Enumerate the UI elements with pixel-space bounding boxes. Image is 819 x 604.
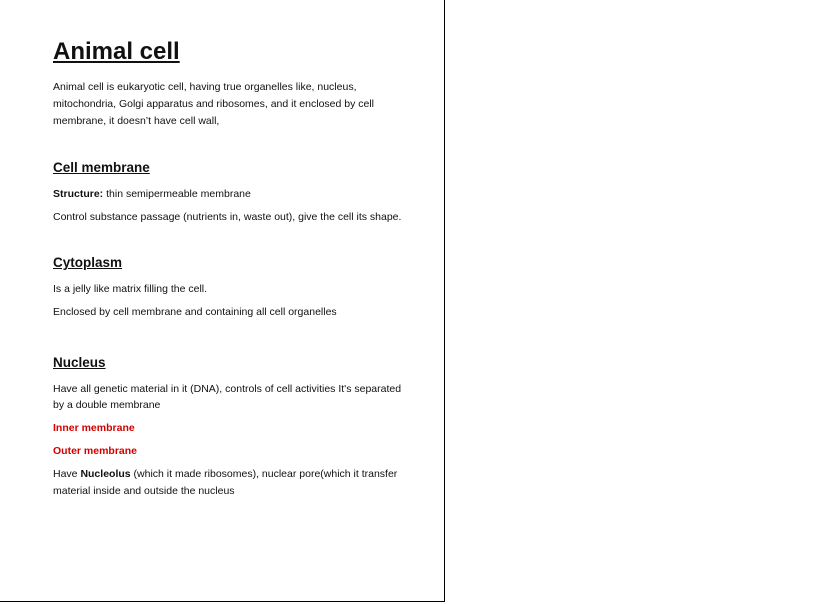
- cytoplasm-section: [53, 254, 403, 321]
- inner-membrane-label: Inner membrane: [53, 422, 135, 435]
- structure-text: thin semipermeable membrane: [103, 188, 251, 201]
- cell-membrane-section: [53, 159, 403, 226]
- page-title: Animal cell: [53, 38, 180, 65]
- cell-membrane-function: Control substance passage (nutrients in, waste out), give the cell its shape.: [53, 211, 402, 224]
- outer-membrane-label: Outer membrane: [53, 444, 138, 457]
- nucleolus-prefix: Have: [53, 467, 81, 480]
- cytoplasm-line-2: Enclosed by cell membrane and containing all cell organelles: [53, 305, 337, 318]
- cytoplasm-heading: Cytoplasm: [53, 254, 123, 270]
- cell-membrane-heading: Cell membrane: [53, 160, 150, 176]
- nucleus-line-1: Have all genetic material in it (DNA), controls of cell activities It's separated by a double membrane: [53, 382, 402, 412]
- cytoplasm-line-1: Is a jelly like matrix filling the cell.: [53, 282, 208, 295]
- structure-label: Structure:: [53, 188, 104, 201]
- nucleolus-term: Nucleolus: [80, 467, 131, 480]
- nucleus-section: [53, 354, 403, 500]
- cell-membrane-structure: [53, 186, 403, 203]
- nucleus-heading: Nucleus: [53, 354, 106, 370]
- nucleus-line-2: [53, 466, 403, 500]
- intro-paragraph: Animal cell is eukaryotic cell, having true organelles like, nucleus, mitochondria, Golgi apparatus and ribosomes, and it enclosed by cell membrane, it doesn’t have cell wall,: [53, 81, 375, 127]
- nucleolus-suffix: (which it made ribosomes), nuclear pore(which it transfer material inside and outside the nucleus: [53, 467, 398, 497]
- document-content: [53, 37, 403, 499]
